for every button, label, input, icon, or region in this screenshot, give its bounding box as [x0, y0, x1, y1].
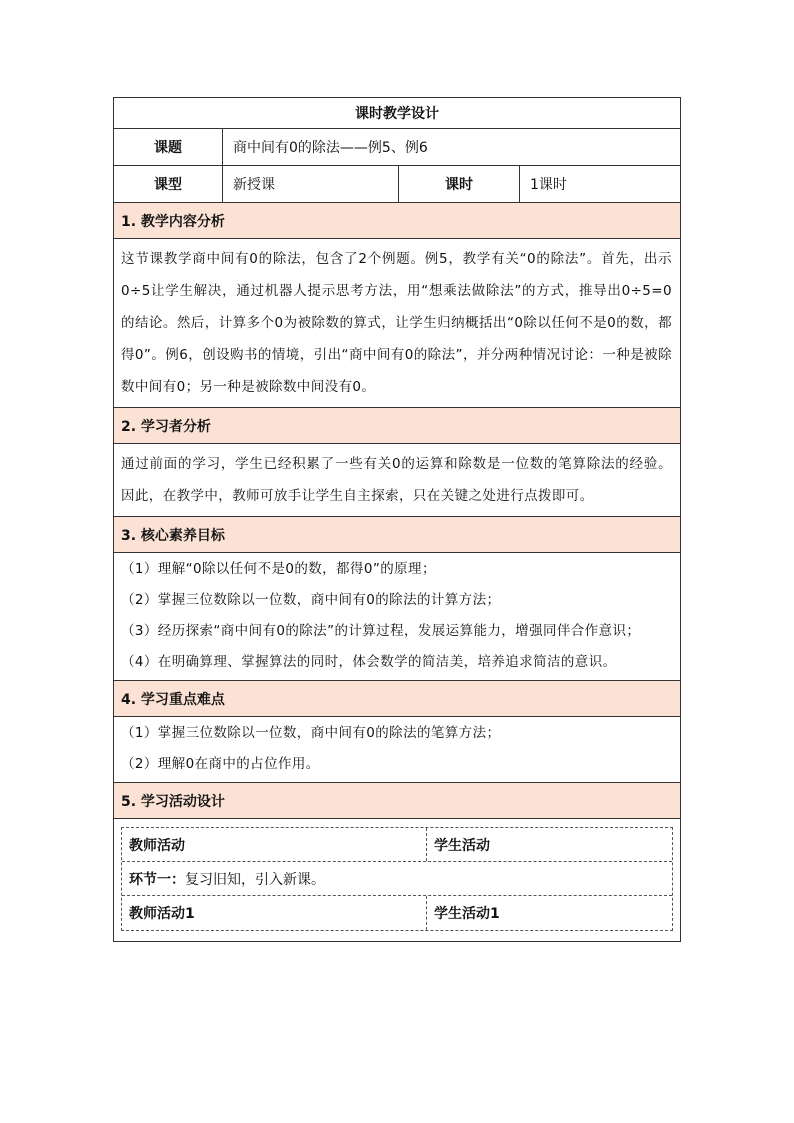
section-heading-learner-analysis: 2. 学习者分析 — [114, 408, 680, 444]
core-goals-list — [114, 553, 680, 681]
teacher-activity-1: 教师活动1 — [122, 896, 427, 930]
list-item: （1）掌握三位数除以一位数，商中间有0的除法的笔算方法； — [121, 725, 501, 741]
topic-value: 商中间有0的除法——例5、例6 — [222, 129, 680, 165]
student-activity-header: 学生活动 — [434, 837, 490, 854]
activity-header-row — [122, 828, 672, 862]
document-title: 课时教学设计 — [114, 98, 680, 129]
list-item: （2）掌握三位数除以一位数，商中间有0的除法的计算方法； — [121, 592, 501, 608]
section-heading-key-points: 4. 学习重点难点 — [114, 681, 680, 717]
hours-value: 1课时 — [519, 166, 680, 202]
content-analysis-text: 这节课教学商中间有0的除法，包含了2个例题。例5，教学有关“0的除法”。首先，出示0÷5让学生解决，通过机器人提示思考方法，用“想乘法做除法”的方式，推导出0÷5=0的结论。然后，计算多个0为被除数的算式，让学生归纳概括出“0除以任何不是0的数，都得0”。例6，创设购书的情境，引出“商中间有0的除法”，并分两种情况讨论：一种是被除数中间有0；另一种是被除数中间没有0。 — [114, 239, 680, 408]
stage-text: 复习旧知，引入新课。 — [185, 871, 325, 888]
hours-label: 课时 — [398, 166, 519, 202]
student-activity-1: 学生活动1 — [434, 906, 500, 922]
type-value: 新授课 — [222, 166, 398, 202]
activity-row-1 — [122, 896, 672, 930]
type-row — [114, 166, 680, 203]
stage-row — [122, 862, 672, 896]
key-points-list — [114, 717, 680, 783]
section-heading-content-analysis: 1. 教学内容分析 — [114, 203, 680, 239]
teacher-activity-header: 教师活动 — [122, 828, 427, 861]
section-heading-activity-design: 5. 学习活动设计 — [114, 783, 680, 819]
topic-label: 课题 — [154, 140, 182, 156]
list-item: （3）经历探索“商中间有0的除法”的计算过程，发展运算能力，增强同伴合作意识； — [121, 623, 641, 639]
topic-row — [114, 129, 680, 166]
stage-label: 环节一： — [129, 871, 185, 888]
lesson-plan-table — [113, 97, 681, 942]
activity-design-area — [114, 819, 680, 941]
activity-table — [121, 827, 673, 931]
list-item: （4）在明确算理、掌握算法的同时，体会数学的简洁美，培养追求简洁的意识。 — [121, 654, 617, 670]
type-label: 课型 — [154, 177, 182, 193]
list-item: （2）理解0在商中的占位作用。 — [121, 756, 320, 772]
stage-cell — [122, 862, 672, 895]
list-item: （1）理解“0除以任何不是0的数，都得0”的原理； — [121, 561, 436, 577]
learner-analysis-text: 通过前面的学习，学生已经积累了一些有关0的运算和除数是一位数的笔算除法的经验。因此，在教学中，教师可放手让学生自主探索，只在关键之处进行点拨即可。 — [114, 444, 680, 517]
section-heading-core-goals: 3. 核心素养目标 — [114, 517, 680, 553]
